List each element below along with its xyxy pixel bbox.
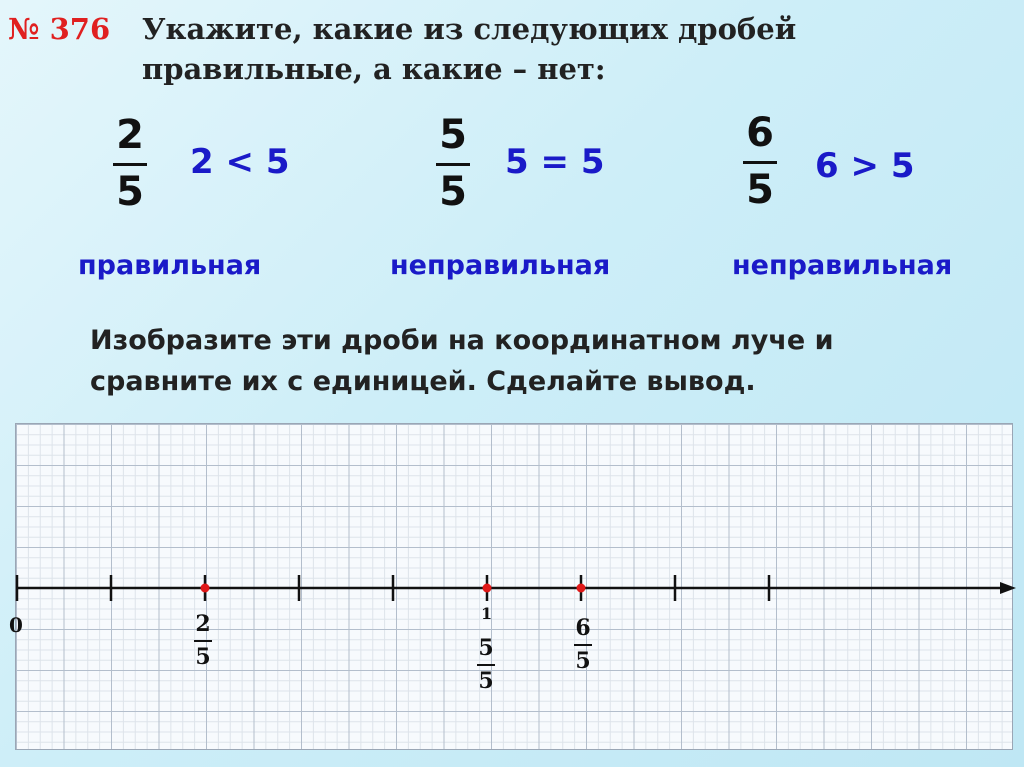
- comparison-3: 6 > 5: [815, 146, 915, 186]
- origin-label: 0: [9, 613, 23, 637]
- fraction-denominator: 5: [439, 169, 467, 215]
- point-label-2-5: [188, 612, 218, 669]
- fraction-point: [201, 584, 210, 593]
- comparison-2: 5 = 5: [505, 142, 605, 182]
- problem-number: № 376: [8, 12, 111, 46]
- instruction-line-2: сравните их с единицей. Сделайте вывод.: [90, 366, 756, 397]
- fraction-numerator: 5: [439, 112, 467, 158]
- task-line-2: правильные, а какие – нет:: [142, 52, 606, 86]
- fraction-denominator: 5: [478, 668, 494, 694]
- fraction-numerator: 6: [575, 615, 591, 641]
- instruction-line-1: Изобразите эти дроби на координатном луче и: [90, 325, 834, 356]
- point-label-6-5: [568, 616, 598, 673]
- fraction-denominator: 5: [116, 169, 144, 215]
- fraction-denominator: 5: [195, 644, 211, 670]
- kind-label-3: неправильная: [732, 250, 953, 281]
- fraction-point: [577, 584, 586, 593]
- fraction-denominator: 5: [575, 648, 591, 674]
- fraction-denominator: 5: [746, 167, 774, 213]
- fraction-numerator: 2: [195, 611, 211, 637]
- fraction-bar: [574, 644, 592, 646]
- fraction-bar: [477, 664, 495, 666]
- task-line-1: Укажите, какие из следующих дробей: [142, 12, 797, 46]
- fraction-bar: [194, 640, 212, 642]
- fraction-point: [483, 584, 492, 593]
- kind-label-2: неправильная: [390, 250, 611, 281]
- point-label-5-5: [471, 636, 501, 693]
- unit-label: 1: [481, 604, 493, 623]
- fraction-numerator: 2: [116, 112, 144, 158]
- kind-label-1: правильная: [78, 250, 262, 281]
- fraction-numerator: 6: [746, 110, 774, 156]
- fraction-numerator: 5: [478, 635, 494, 661]
- axis-arrow: [1000, 582, 1016, 594]
- number-line-axis: [17, 582, 1016, 594]
- comparison-1: 2 < 5: [190, 142, 290, 182]
